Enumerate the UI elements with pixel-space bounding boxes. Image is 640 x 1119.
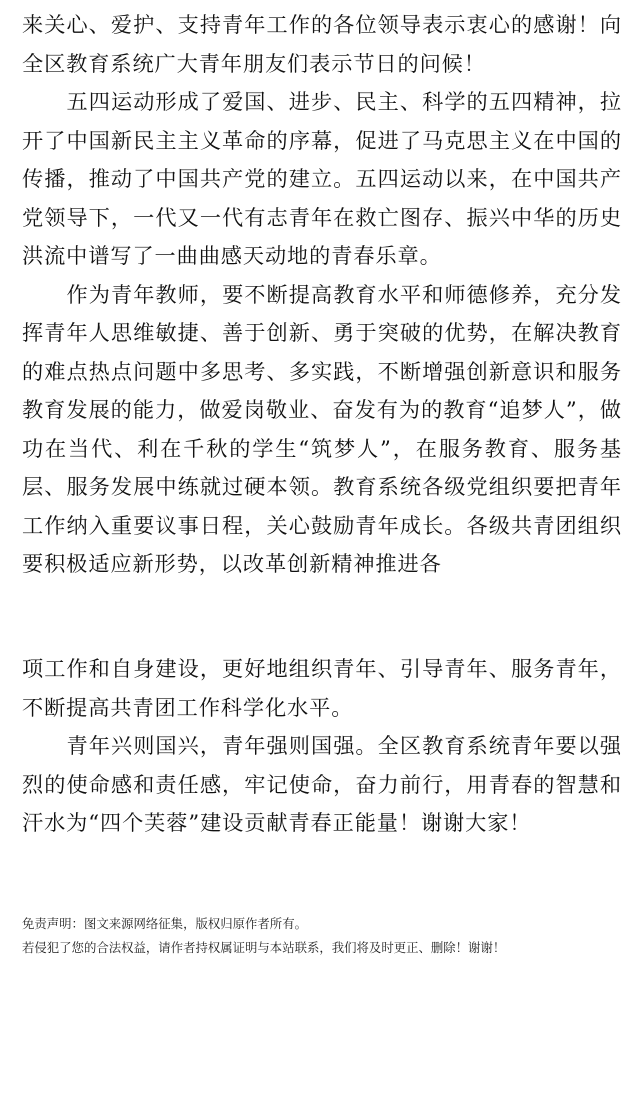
disclaimer-line-1: 免责声明：图文来源网络征集，版权归原作者所有。 bbox=[22, 916, 307, 931]
paragraph-young-teachers: 作为青年教师，要不断提高教育水平和师德修养，充分发挥青年人思维敏捷、善于创新、勇于突破的优势，在解决教育的难点热点问题中多思考、多实践，不断增强创新意识和服务教育发展的能力，做爱岗敬业、奋发有为的教育“追梦人”，做功在当代、利在千秋的学生“筑梦人”，在服务教育、服务基层、服务发展中练就过硬本领。教育系统各级党组织要把青年工作纳入重要议事日程，关心鼓励青年成长。各级共青团组织要积极适应新形势，以改革创新精神推进各 bbox=[22, 281, 622, 576]
paragraph-greeting: 来关心、爱护、支持青年工作的各位领导表示衷心的感谢！向全区教育系统广大青年朋友们表示节日的问候！ bbox=[22, 12, 622, 76]
paragraph-continuation: 项工作和自身建设，更好地组织青年、引导青年、服务青年，不断提高共青团工作科学化水平。 bbox=[22, 656, 622, 720]
paragraph-may-fourth-spirit: 五四运动形成了爱国、进步、民主、科学的五四精神，拉开了中国新民主主义革命的序幕，促进了马克思主义在中国的传播，推动了中国共产党的建立。五四运动以来，在中国共产党领导下，一代又一代有志青年在救亡图存、振兴中华的历史洪流中谱写了一曲曲感天动地的青春乐章。 bbox=[22, 89, 622, 268]
article-text-block-2 bbox=[22, 650, 622, 843]
disclaimer bbox=[22, 912, 622, 960]
paragraph-closing: 青年兴则国兴，青年强则国强。全区教育系统青年要以强烈的使命感和责任感，牢记使命，奋力前行，用青春的智慧和汗水为“四个芙蓉”建设贡献青春正能量！谢谢大家！ bbox=[22, 733, 622, 835]
disclaimer-line-2: 若侵犯了您的合法权益，请作者持权属证明与本站联系，我们将及时更正、删除！谢谢！ bbox=[22, 940, 506, 955]
article-text-block-1 bbox=[22, 6, 622, 584]
